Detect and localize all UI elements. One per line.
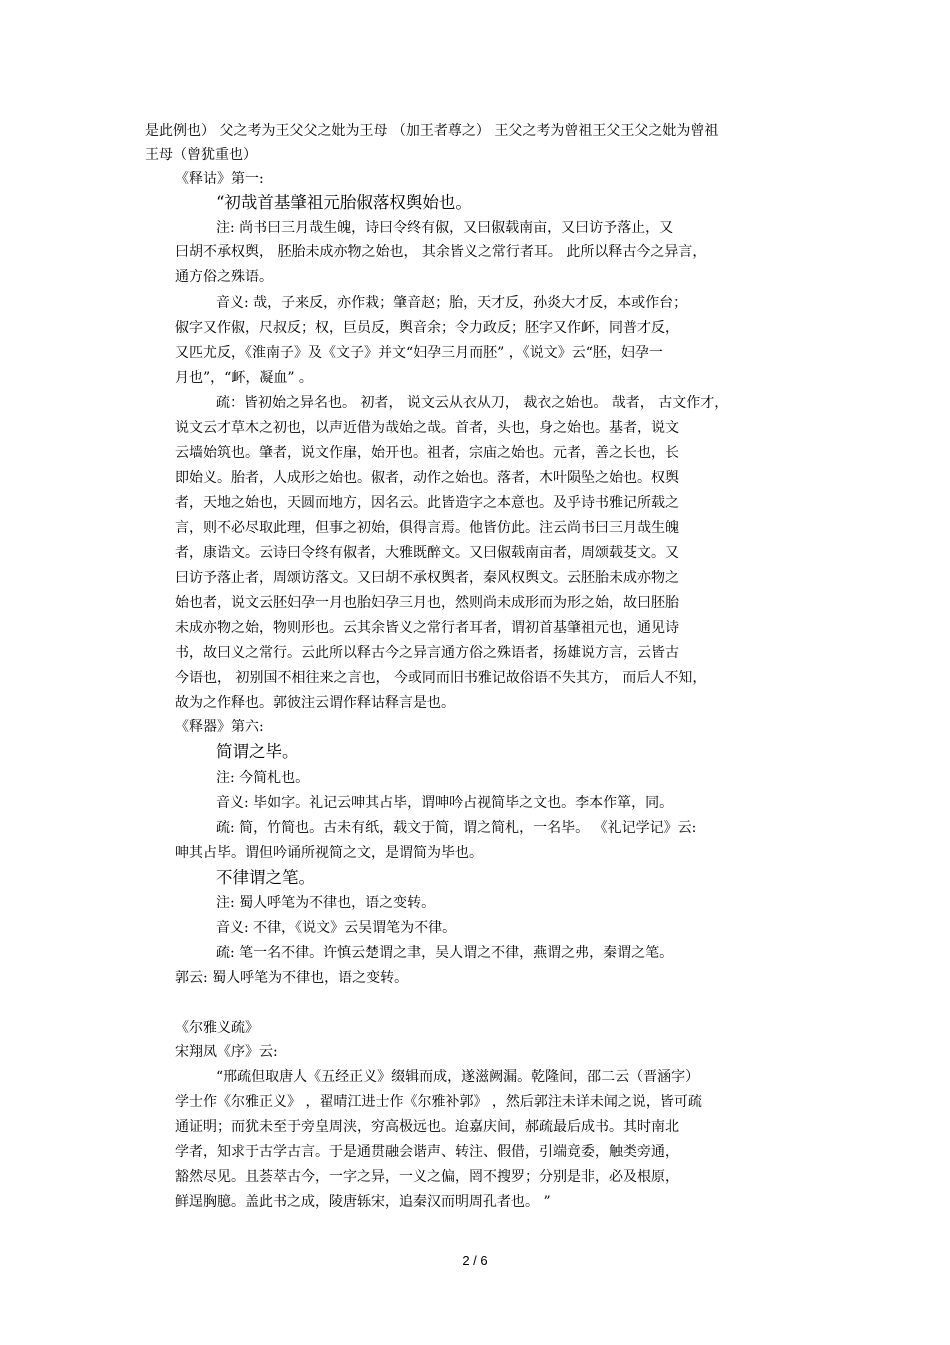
text-line: 未成亦物之始，物则形也。云其余皆义之常行者耳者，谓初首基肇祖元也，通见诗 (175, 620, 679, 636)
annotation-line: 疏: 笔一名不律。许慎云楚谓之聿，吴人谓之不律，燕谓之弗，秦谓之笔。 (216, 945, 674, 961)
text-line: 者，天地之始也，天圆而地方，因名云。此皆造字之本意也。及乎诗书雅记所载之 (175, 495, 679, 511)
section-heading: 《尔雅义疏》 (175, 1020, 259, 1036)
text-line: 故为之作释也。郭彼注云谓作释诂释言是也。 (175, 695, 455, 711)
text-line: 通证明；而犹未至于旁皇周浃，穷高极远也。迨嘉庆间，郝疏最后成书。其时南北 (175, 1119, 679, 1135)
page-number: 2 / 6 (462, 1253, 488, 1268)
quote-line: “邢疏但取唐人《五经正义》缀辑而成，遂滋阙漏。乾隆间，邵二云（晋涵字） (216, 1069, 700, 1085)
text-line: 始也者，说文云胚妇孕一月也胎妇孕三月也，然则尚未成形而为形之始，故曰胚胎 (175, 595, 679, 611)
text-line: 言，则不必尽取此理，但事之初始，俱得言焉。他皆仿此。注云尚书曰三月哉生魄 (175, 520, 679, 536)
section-heading: 《释器》第六: (175, 719, 264, 735)
annotation-line: 音义: 毕如字。礼记云呻其占毕，谓呻吟占视简毕之文也。李本作箪，同。 (216, 795, 674, 811)
section-heading: 《释诂》第一: (175, 171, 264, 187)
text-line: 通方俗之殊语。 (175, 269, 273, 285)
text-line: 月也”，“衃，凝血” 。 (175, 370, 313, 386)
text-line: 俶字又作俶，尺叔反；权，巨员反，舆音余；令力政反；胚字又作衃，同普才反， (175, 320, 679, 336)
text-line: 曰访予落止者，周颂访落文。又曰胡不承权舆者，秦风权舆文。云胚胎未成亦物之 (175, 570, 679, 586)
text-line: 豁然尽见。且荟萃古今，一字之异，一义之偏，罔不搜罗；分别是非，必及根原， (175, 1169, 679, 1185)
text-line: 今语也， 初别国不相往来之言也， 今或同而旧书雅记故俗语不失其方， 而后人不知， (175, 670, 707, 686)
text-line: 说文云才草木之初也，以声近借为哉始之哉。首者，头也，身之始也。基者，说文 (175, 420, 679, 436)
text-line: 学士作《尔雅正义》 ，翟晴江进士作《尔雅补郭》 ，然后郭注未详未闻之说，皆可疏 (175, 1094, 702, 1110)
text-line: 是此例也） 父之考为王父父之妣为王母 （加王者尊之） 王父之考为曾祖王父王父之妣为曾祖 (145, 123, 719, 139)
text-line: 云墙始筑也。肇者，说文作肁，始开也。祖者，宗庙之始也。元者，善之长也，长 (175, 445, 679, 461)
annotation-line: 音义: 哉，子来反，亦作栽；肇音赵；胎，天才反，孙炎大才反，本或作台； (216, 295, 688, 311)
annotation-line: 疏：皆初始之异名也。 初者， 说文云从衣从刀， 裁衣之始也。 哉者， 古文作才， (216, 395, 729, 411)
text-line: 呻其占毕。谓但吟诵所视简之文，是谓简为毕也。 (175, 845, 483, 861)
text-line: 书，故曰义之常行。云此所以释古今之异言通方俗之殊语者，扬雄说方言，云皆古 (175, 645, 679, 661)
text-line: 郭云: 蜀人呼笔为不律也，语之变转。 (175, 970, 409, 986)
text-line: 又匹尤反，《淮南子》及《文子》并文“妇孕三月而胚” ，《说文》云“胚，妇孕一 (175, 345, 663, 361)
annotation-line: 注: 今简札也。 (216, 770, 310, 786)
annotation-line: 疏: 简，竹简也。古未有纸，载文于简，谓之简札，一名毕。 《礼记学记》云: (216, 820, 697, 836)
entry-headword: 简谓之毕。 (216, 742, 299, 761)
annotation-line: 音义: 不律，《说文》云吴谓笔为不律。 (216, 920, 457, 936)
text-line: 鲜逞胸臆。盖此书之成，陵唐轹宋，追秦汉而明周孔者也。 ” (175, 1194, 551, 1210)
text-line: 学者，知求于古学古言。于是通贯融会谐声、转注、假借，引端竟委，触类旁通， (175, 1144, 679, 1160)
text-line: 即始义。胎者，人成形之始也。俶者，动作之始也。落者，木叶陨坠之始也。权舆 (175, 470, 679, 486)
annotation-line: 注: 蜀人呼笔为不律也，语之变转。 (216, 895, 436, 911)
text-line: 者，康诰文。云诗曰令终有俶者，大雅既醉文。又曰俶载南亩者，周颂载芟文。又 (175, 545, 679, 561)
entry-headword: “初哉首基肇祖元胎俶落权舆始也。 (216, 193, 472, 212)
text-line: 曰胡不承权舆， 胚胎未成亦物之始也， 其余皆义之常行者耳。 此所以释古今之异言， (175, 244, 707, 260)
annotation-line: 注: 尚书曰三月哉生魄，诗曰令终有俶，又曰俶载南亩，又曰访予落止，又 (216, 220, 674, 236)
text-line: 宋翔凤《序》云: (175, 1044, 278, 1060)
entry-headword: 不律谓之笔。 (216, 868, 315, 887)
text-line: 王母（曾犹重也） (145, 147, 257, 163)
